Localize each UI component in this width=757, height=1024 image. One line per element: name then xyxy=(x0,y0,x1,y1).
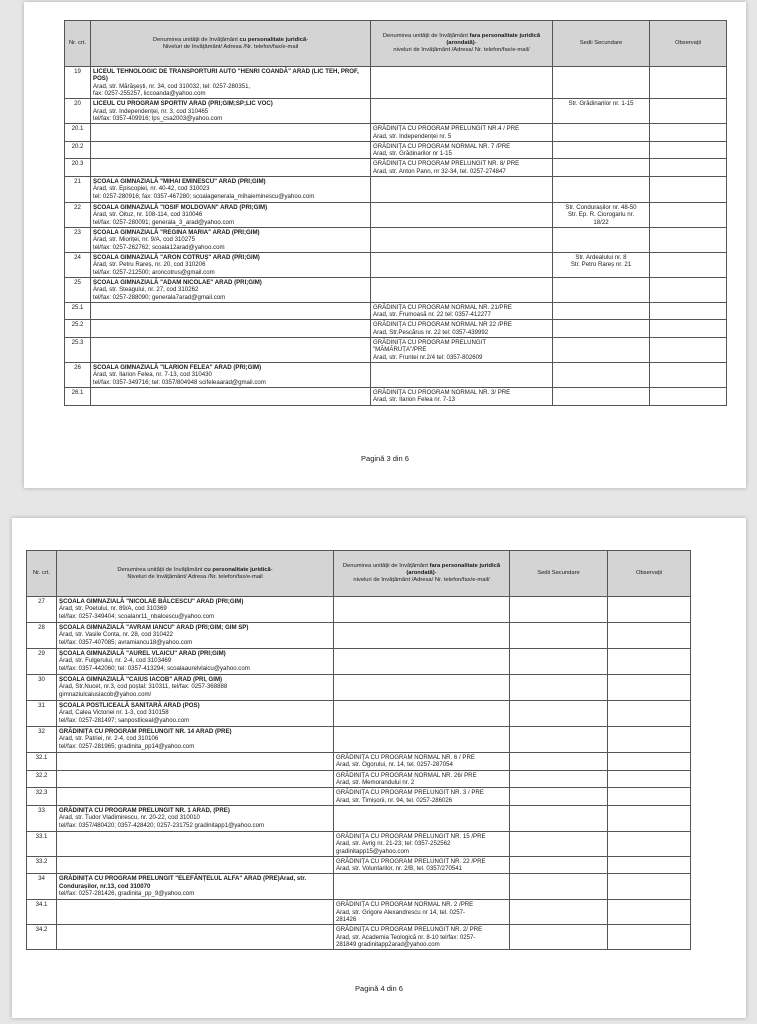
affiliated-unit-cell xyxy=(334,597,510,623)
affiliated-unit-detail: 281426 xyxy=(336,916,357,924)
table-row xyxy=(27,805,691,831)
row-number: 33 xyxy=(27,805,57,831)
table-row xyxy=(27,874,691,900)
school-name: ȘCOALA GIMNAZIALĂ "IOSIF MOLDOVAN" ARAD (PRI;GIM) xyxy=(93,204,268,212)
school-detail: tel/fax: 0357-442060; tel: 0357-413294; scoalaaurelvlaicu@yahoo.com xyxy=(59,664,250,672)
affiliated-unit-name: GRĂDINIȚA CU PROGRAM NORMAL NR. 2 /PRE xyxy=(336,901,474,909)
school-cell xyxy=(91,387,371,405)
school-cell xyxy=(57,727,334,753)
secondary-site: Str. Petru Rareș nr. 21 xyxy=(570,261,632,269)
col-header-obs: Observații xyxy=(608,551,691,597)
observations-cell xyxy=(608,874,691,900)
school-name: ȘCOALA GIMNAZIALĂ "AUREL VLAICU" ARAD (PRI;GIM) xyxy=(59,650,226,657)
school-name: GRĂDINIȚA CU PROGRAM PRELUNGIT NR. 14 ARAD (PRE) xyxy=(59,728,232,735)
row-number: 24 xyxy=(65,252,91,277)
school-detail: tel: 0257-280916; fax: 0357-467280; scoalagenerala_mihaieminescu@yahoo.com xyxy=(93,192,315,200)
school-cell xyxy=(57,788,334,806)
affiliated-unit-name: GRĂDINIȚA CU PROGRAM PRELUNGIT NR.4 / PRE xyxy=(373,125,520,133)
affiliated-unit-cell xyxy=(334,874,510,900)
affiliated-unit-cell xyxy=(371,302,553,320)
affiliated-unit-detail: Arad, str. Memorandului nr. 2 xyxy=(336,778,415,786)
secondary-sites-cell xyxy=(553,277,650,302)
school-cell xyxy=(57,675,334,701)
col-header-ss: Sedii Secundare xyxy=(553,21,650,67)
affiliated-unit-cell xyxy=(334,831,510,856)
school-name: LICEUL CU PROGRAM SPORTIV ARAD (PRI;GIM;SP;LIC VOC) xyxy=(93,100,273,108)
affiliated-unit-cell xyxy=(371,252,553,277)
observations-cell xyxy=(608,788,691,806)
secondary-site: 18/22 xyxy=(593,218,609,226)
affiliated-unit-name: GRĂDINIȚA CU PROGRAM PRELUNGIT NR. 15 /PRE xyxy=(336,832,486,840)
table-row xyxy=(65,363,727,388)
affiliated-unit-name: GRĂDINIȚA CU PROGRAM NORMAL NR. 26/ PRE xyxy=(336,771,477,779)
row-number: 19 xyxy=(65,67,91,99)
affiliated-unit-cell xyxy=(334,675,510,701)
affiliated-unit-name: GRĂDINIȚA CU PROGRAM NORMAL NR. 3/ PRE xyxy=(373,388,511,396)
row-number: 32.1 xyxy=(27,753,57,771)
school-detail: Arad, Str.Nucet, nr.3, cod poștal: 310311, tel/fax: 0257-368888 xyxy=(59,683,228,691)
observations-cell xyxy=(608,805,691,831)
row-number: 33.2 xyxy=(27,856,57,874)
col-header-fp: Denumirea unității de învățământ fara personalitate juridică (arondată)- niveluri de învățământ /Adresa/ Nr. telefon/fax/e-mail/ xyxy=(334,551,510,597)
school-cell xyxy=(91,252,371,277)
secondary-sites-cell xyxy=(553,363,650,388)
affiliated-unit-cell xyxy=(334,770,510,788)
affiliated-unit-detail: Arad, str. Voluntarilor, nr. 2/B, tel. 0357/270541 xyxy=(336,865,463,873)
affiliated-unit-cell xyxy=(334,649,510,675)
table-row xyxy=(65,387,727,405)
table-row xyxy=(27,925,691,950)
observations-cell xyxy=(608,623,691,649)
affiliated-unit-cell xyxy=(371,177,553,203)
observations-cell xyxy=(608,675,691,701)
table-row xyxy=(65,203,727,228)
secondary-sites-cell xyxy=(510,831,608,856)
school-cell xyxy=(91,338,371,363)
school-cell xyxy=(57,900,334,925)
row-number: 29 xyxy=(27,649,57,675)
school-cell xyxy=(91,99,371,124)
col-header-pj: Denumirea unității de învățământ cu personalitate juridică- Niveluri de învățământ/ Adresa /Nr. telefon/fax/e-mail xyxy=(57,551,334,597)
school-cell xyxy=(91,277,371,302)
table-row xyxy=(65,252,727,277)
affiliated-unit-detail: Arad, str. Grigore Alexandrescu nr 14, tel. 0257- xyxy=(336,908,466,916)
school-cell xyxy=(57,831,334,856)
secondary-sites-cell xyxy=(553,67,650,99)
secondary-sites-cell xyxy=(510,727,608,753)
table-row xyxy=(65,302,727,320)
secondary-sites-cell xyxy=(510,805,608,831)
secondary-sites-cell xyxy=(510,770,608,788)
school-name: GRĂDINIȚA CU PROGRAM PRELUNGIT NR. 1 ARAD, (PRE) xyxy=(59,806,230,814)
school-name: GRĂDINIȚA CU PROGRAM PRELUNGIT "ELEFĂNȚELUL ALFA" ARAD (PRE)Arad, str. Condurașilor, nr.13, cod 310070 xyxy=(59,875,307,890)
table-row xyxy=(27,753,691,771)
row-number: 32 xyxy=(27,727,57,753)
observations-cell xyxy=(650,320,727,338)
secondary-sites-cell xyxy=(553,338,650,363)
secondary-sites-cell xyxy=(510,856,608,874)
table-row xyxy=(65,177,727,203)
school-cell xyxy=(91,67,371,99)
observations-cell xyxy=(608,597,691,623)
col-header-ss: Sedii Secundare xyxy=(510,551,608,597)
affiliated-unit-detail: Arad, str. Timișorii, nr. 94, tel. 0257-286026 xyxy=(336,796,453,804)
secondary-sites-cell xyxy=(510,649,608,675)
affiliated-unit-cell xyxy=(371,203,553,228)
school-detail: tel/fax: 0257-349404; scoalanr11_nbalcescu@yahoo.com xyxy=(59,612,215,620)
secondary-site: Str. Condurașilor nr. 48-50 xyxy=(565,204,637,212)
table-row xyxy=(65,277,727,302)
table-row xyxy=(65,159,727,177)
observations-cell xyxy=(608,900,691,925)
row-number: 25.3 xyxy=(65,338,91,363)
school-cell xyxy=(91,228,371,253)
affiliated-unit-cell xyxy=(334,805,510,831)
secondary-sites-cell xyxy=(510,701,608,727)
row-number: 34.1 xyxy=(27,900,57,925)
school-detail: Arad, Calea Victoriei nr. 1-3, cod 310158 xyxy=(59,709,169,717)
school-cell xyxy=(57,753,334,771)
row-number: 30 xyxy=(27,675,57,701)
col-header-nr: Nr. crt. xyxy=(27,551,57,597)
school-detail: Arad, str. Ilarion Felea, nr. 7-13, cod 310430 xyxy=(93,371,212,379)
affiliated-unit-cell xyxy=(334,623,510,649)
school-name: ȘCOALA GIMNAZIALĂ "MIHAI EMINESCU" ARAD (PRI;GIM) xyxy=(93,178,266,186)
school-cell xyxy=(57,856,334,874)
secondary-site: Str. Ardealului nr. 8 xyxy=(575,253,627,261)
observations-cell xyxy=(650,387,727,405)
observations-cell xyxy=(650,124,727,142)
affiliated-unit-cell xyxy=(371,228,553,253)
school-cell xyxy=(91,363,371,388)
school-detail: Arad, str. Vasile Conta, nr. 28, cod 310422 xyxy=(59,631,174,639)
affiliated-unit-detail: Arad, str. Academia Teologică nr. 8-10 tel/fax: 0257- xyxy=(336,933,476,941)
observations-cell xyxy=(608,649,691,675)
observations-cell xyxy=(650,363,727,388)
school-cell xyxy=(57,623,334,649)
affiliated-unit-cell xyxy=(334,856,510,874)
school-detail: Arad, str. Independenței, nr. 3, cod 310465 xyxy=(93,107,209,115)
affiliated-unit-cell xyxy=(371,159,553,177)
secondary-sites-cell xyxy=(553,387,650,405)
observations-cell xyxy=(608,753,691,771)
school-name: ȘCOALA GIMNAZIALĂ "AVRAM IANCU" ARAD (PRI;GIM; GIM SP) xyxy=(59,624,249,631)
page-footer: Pagină 4 din 6 xyxy=(355,984,403,993)
affiliated-unit-name: GRĂDINIȚA CU PROGRAM PRELUNGIT NR. 3 / PRE xyxy=(336,789,484,797)
table-row xyxy=(27,770,691,788)
row-number: 25.1 xyxy=(65,302,91,320)
school-cell xyxy=(57,701,334,727)
affiliated-unit-detail: Arad, str. Ilarion Felea nr. 7-13 xyxy=(373,396,455,404)
school-name: ȘCOALA GIMNAZIALĂ "ADAM NICOLAE" ARAD (PRI;GIM) xyxy=(93,278,262,286)
affiliated-unit-cell xyxy=(334,900,510,925)
affiliated-unit-cell xyxy=(371,277,553,302)
affiliated-unit-cell xyxy=(371,67,553,99)
secondary-sites-cell xyxy=(510,788,608,806)
table-row xyxy=(27,831,691,856)
observations-cell xyxy=(608,701,691,727)
secondary-sites-cell xyxy=(553,99,650,124)
observations-cell xyxy=(608,925,691,950)
school-detail: Arad, str. Tudor Vladimirescu, nr. 20-22, cod 310010 xyxy=(59,814,200,822)
school-cell xyxy=(91,203,371,228)
secondary-sites-cell xyxy=(510,753,608,771)
affiliated-unit-detail: Arad, str. Fruntei nr.2/4 tel: 0357-802609 xyxy=(373,353,483,361)
observations-cell xyxy=(608,727,691,753)
observations-cell xyxy=(650,203,727,228)
observations-cell xyxy=(608,770,691,788)
row-number: 22 xyxy=(65,203,91,228)
document-page-4 xyxy=(12,518,746,1018)
school-name: ȘCOALA POSTLICEALĂ SANITARĂ ARAD (POS) xyxy=(59,702,200,709)
school-detail: tel/fax: 0357-407085; avramiancu18@yahoo.com xyxy=(59,638,193,646)
row-number: 31 xyxy=(27,701,57,727)
school-detail: tel/fax: 0257-288090; generala7arad@gmail.com xyxy=(93,293,226,301)
school-detail: Arad, str. Mioriței, nr. 9/A, cod 310275 xyxy=(93,236,195,244)
affiliated-unit-detail: Arad, str. Grădinarilor nr 1-15 xyxy=(373,150,452,158)
affiliated-unit-cell xyxy=(371,387,553,405)
affiliated-unit-detail: Arad, str. Avrig nr. 21-23; tel: 0357-252562 xyxy=(336,840,451,848)
observations-cell xyxy=(650,302,727,320)
affiliated-unit-name: GRĂDINIȚA CU PROGRAM NORMAL NR 22 /PRE xyxy=(373,321,512,329)
affiliated-unit-name: GRĂDINIȚA CU PROGRAM PRELUNGIT NR. 2/ PRE xyxy=(336,926,483,934)
affiliated-unit-name: GRĂDINIȚA CU PROGRAM PRELUNGIT xyxy=(373,339,487,347)
school-name: ȘCOALA GIMNAZIALĂ "NICOLAE BĂLCESCU" ARAD (PRI;GIM) xyxy=(59,598,244,605)
school-detail: tel/fax: 0257-280091; generala_3_arad@yahoo.com xyxy=(93,218,235,226)
table-row xyxy=(65,141,727,159)
row-number: 26 xyxy=(65,363,91,388)
schools-table xyxy=(64,20,727,406)
col-header-fp: Denumirea unității de învățământ fara personalitate juridică (arondată)- niveluri de învățământ /Adresa/ Nr. telefon/fax/e-mail/ xyxy=(371,21,553,67)
observations-cell xyxy=(650,252,727,277)
secondary-sites-cell xyxy=(553,203,650,228)
document-page-3 xyxy=(24,2,746,488)
observations-cell xyxy=(650,338,727,363)
table-row xyxy=(65,99,727,124)
affiliated-unit-detail: Arad, Str.Pescărus nr. 22 tel: 0357-439992 xyxy=(373,328,489,336)
affiliated-unit-detail: 281849 gradinitapp2arad@yahoo.com xyxy=(336,941,440,948)
school-cell xyxy=(57,770,334,788)
school-detail: fax: 0257-255257, liccoanda@yahoo.com xyxy=(93,89,206,97)
row-number: 20.3 xyxy=(65,159,91,177)
school-detail: Arad, str. Oituz, nr. 108-114, cod 310046 xyxy=(93,211,203,219)
secondary-sites-cell xyxy=(510,623,608,649)
school-cell xyxy=(91,177,371,203)
affiliated-unit-name: GRĂDINIȚA CU PROGRAM PRELUNGIT NR. 8/ PRE xyxy=(373,160,520,168)
affiliated-unit-name: GRĂDINIȚA CU PROGRAM PRELUNGIT NR. 22 /PRE xyxy=(336,857,486,865)
affiliated-unit-detail: "MĂMĂRUȚA"/PRE xyxy=(373,346,427,354)
secondary-sites-cell xyxy=(510,900,608,925)
row-number: 25.2 xyxy=(65,320,91,338)
school-detail: Arad, str. Fulgerului, nr. 2-4, cod 3103469 xyxy=(59,657,172,665)
school-cell xyxy=(91,124,371,142)
school-name: ȘCOALA GIMNAZIALĂ "ARON COTRUȘ" ARAD (PRI;GIM) xyxy=(93,253,260,261)
school-cell xyxy=(91,320,371,338)
affiliated-unit-cell xyxy=(371,124,553,142)
affiliated-unit-name: GRĂDINIȚA CU PROGRAM NORMAL NR. 7 /PRE xyxy=(373,142,511,150)
affiliated-unit-cell xyxy=(334,788,510,806)
secondary-sites-cell xyxy=(553,141,650,159)
school-detail: Arad, str. Episcopiei, nr. 40-42, cod 310023 xyxy=(93,185,210,193)
affiliated-unit-detail: Arad, str. Anton Pann, nr 32-34, tel. 0257-274847 xyxy=(373,167,506,175)
affiliated-unit-cell xyxy=(334,925,510,950)
observations-cell xyxy=(608,856,691,874)
affiliated-unit-cell xyxy=(371,141,553,159)
observations-cell xyxy=(650,228,727,253)
school-cell xyxy=(57,925,334,950)
table-row xyxy=(27,623,691,649)
school-cell xyxy=(91,302,371,320)
row-number: 32.3 xyxy=(27,788,57,806)
col-header-pj: Denumirea unității de învățământ cu personalitate juridică- Niveluri de învățământ/ Adresa /Nr. telefon/fax/e-mail xyxy=(91,21,371,67)
secondary-sites-cell xyxy=(553,177,650,203)
affiliated-unit-detail: gradinitapp15@yahoo.com xyxy=(336,847,409,855)
school-cell xyxy=(91,159,371,177)
school-cell xyxy=(57,805,334,831)
school-detail: tel/fax: 0257-281426, gradinita_pp_9@yahoo.com xyxy=(59,890,195,898)
secondary-sites-cell xyxy=(510,597,608,623)
row-number: 28 xyxy=(27,623,57,649)
table-row xyxy=(65,338,727,363)
school-detail: tel/fax: 0257-281965; gradinita_pp14@yahoo.com xyxy=(59,742,195,750)
secondary-sites-cell xyxy=(510,925,608,950)
observations-cell xyxy=(650,277,727,302)
table-row xyxy=(65,320,727,338)
row-number: 21 xyxy=(65,177,91,203)
row-number: 23 xyxy=(65,228,91,253)
school-cell xyxy=(57,874,334,900)
row-number: 25 xyxy=(65,277,91,302)
observations-cell xyxy=(650,99,727,124)
school-detail: tel/fax: 0357/480420; 0357-428420; 0257-231752 gradinitapp1@yahoo.com xyxy=(59,821,265,829)
row-number: 26.1 xyxy=(65,387,91,405)
school-name: ȘCOALA GIMNAZIALĂ "ILARION FELEA" ARAD (PRI;GIM) xyxy=(93,364,262,371)
affiliated-unit-cell xyxy=(371,99,553,124)
observations-cell xyxy=(650,67,727,99)
school-cell xyxy=(57,597,334,623)
table-row xyxy=(27,701,691,727)
secondary-sites-cell xyxy=(553,124,650,142)
secondary-sites-cell xyxy=(553,159,650,177)
secondary-sites-cell xyxy=(510,874,608,900)
affiliated-unit-detail: Arad, str. Frumoasă nr. 22 tel: 0357-412277 xyxy=(373,311,491,319)
school-detail: Arad, str. Petru Rareș, nr. 20, cod 310206 xyxy=(93,261,206,269)
row-number: 20 xyxy=(65,99,91,124)
affiliated-unit-cell xyxy=(334,753,510,771)
secondary-sites-cell xyxy=(553,320,650,338)
row-number: 27 xyxy=(27,597,57,623)
school-detail: Arad, str. Poetului, nr. 89/A, cod 310369 xyxy=(59,605,167,613)
row-number: 34.2 xyxy=(27,925,57,950)
schools-table xyxy=(26,550,691,950)
affiliated-unit-detail: Arad, str. Independenței nr. 5 xyxy=(373,132,452,140)
affiliated-unit-cell xyxy=(371,338,553,363)
row-number: 34 xyxy=(27,874,57,900)
affiliated-unit-detail: Arad, str. Ogorului, nr. 14, tel. 0257-287054 xyxy=(336,761,453,769)
school-detail: tel/fax: 0357-349716; tel: 0357/804948 scifeleaarad@gmail.com xyxy=(93,378,266,386)
secondary-sites-cell xyxy=(553,302,650,320)
table-row xyxy=(27,788,691,806)
observations-cell xyxy=(650,159,727,177)
table-row xyxy=(27,649,691,675)
affiliated-unit-cell xyxy=(334,727,510,753)
affiliated-unit-cell xyxy=(334,701,510,727)
page-footer: Pagină 3 din 6 xyxy=(361,454,409,463)
affiliated-unit-name: GRĂDINIȚA CU PROGRAM NORMAL NR. 21/PRE xyxy=(373,303,512,311)
secondary-sites-cell xyxy=(510,675,608,701)
row-number: 20.2 xyxy=(65,141,91,159)
school-detail: gimnaziulcaiusiacob@yahoo.com/ xyxy=(59,690,152,698)
school-detail: Arad, str. Steagului, nr. 27, cod 310262 xyxy=(93,286,199,294)
school-detail: Arad, str. Mărășești, nr. 34, cod 310032, tel: 0257-280351, xyxy=(93,82,251,90)
row-number: 33.1 xyxy=(27,831,57,856)
secondary-site: Str. Ep. R. Ciorogariu nr. xyxy=(567,211,635,219)
affiliated-unit-name: GRĂDINIȚA CU PROGRAM NORMAL NR. 6 / PRE xyxy=(336,754,475,761)
observations-cell xyxy=(608,831,691,856)
affiliated-unit-cell xyxy=(371,320,553,338)
table-row xyxy=(27,675,691,701)
row-number: 32.2 xyxy=(27,770,57,788)
school-name: ȘCOALA GIMNAZIALĂ "CAIUS IACOB" ARAD (PRI, GIM) xyxy=(59,676,223,683)
school-detail: tel/fax: 0257-281497; sanpostliceal@yahoo.com xyxy=(59,716,190,724)
table-row xyxy=(27,900,691,925)
table-row xyxy=(27,856,691,874)
secondary-site: Str. Grădinarilor nr. 1-15 xyxy=(568,100,634,108)
table-row xyxy=(65,67,727,99)
table-row xyxy=(65,124,727,142)
school-name: LICEUL TEHNOLOGIC DE TRANSPORTURI AUTO "HENRI COANDĂ" ARAD (LIC TEH, PROF, POS) xyxy=(93,68,359,83)
table-row xyxy=(27,727,691,753)
secondary-sites-cell xyxy=(553,252,650,277)
school-name: ȘCOALA GIMNAZIALĂ "REGINA MARIA" ARAD (PRI;GIM) xyxy=(93,229,260,236)
table-row xyxy=(27,597,691,623)
school-detail: tel/fax: 0257-212500; aroncotrus@gmail.com xyxy=(93,268,215,276)
school-detail: tel/fax: 0357-409916; lps_csa2003@yahoo.com xyxy=(93,114,223,122)
col-header-nr: Nr. crt. xyxy=(65,21,91,67)
observations-cell xyxy=(650,177,727,203)
school-cell xyxy=(91,141,371,159)
table-row xyxy=(65,228,727,253)
col-header-obs: Observații xyxy=(650,21,727,67)
secondary-sites-cell xyxy=(553,228,650,253)
school-cell xyxy=(57,649,334,675)
row-number: 20.1 xyxy=(65,124,91,142)
school-detail: tel/fax: 0257-262762; scoala12arad@yahoo.com xyxy=(93,243,225,251)
observations-cell xyxy=(650,141,727,159)
affiliated-unit-cell xyxy=(371,363,553,388)
school-detail: Arad, str. Patriei, nr. 2-4, cod 310106 xyxy=(59,735,159,743)
